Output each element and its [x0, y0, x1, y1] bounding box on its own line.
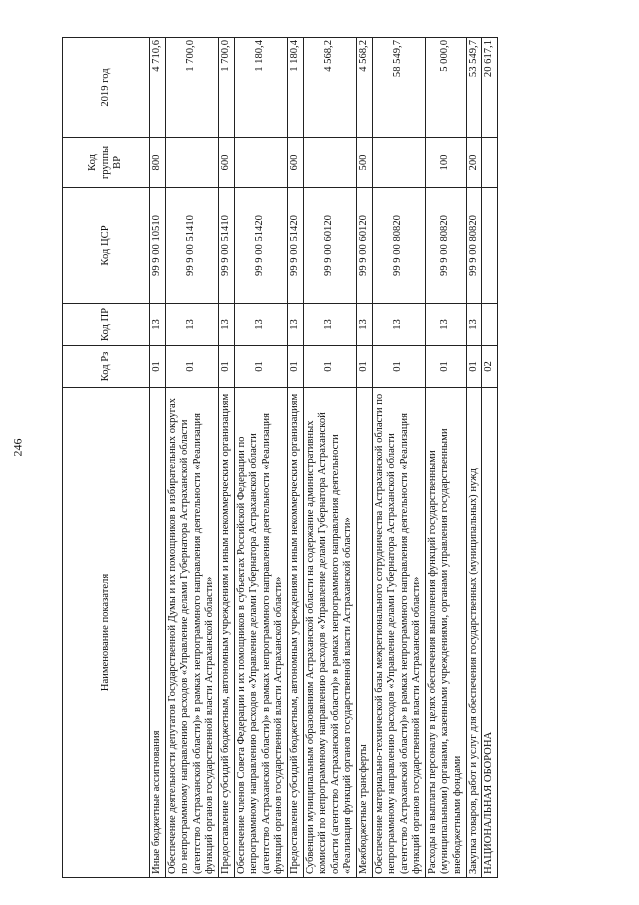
cell-rz: 01 [372, 346, 425, 388]
cell-name: Иные бюджетные ассигнования [150, 388, 166, 878]
table-row [150, 38, 166, 878]
header-vr: Код группы ВР [63, 138, 150, 188]
cell-rz: 02 [482, 346, 498, 388]
cell-pr: 13 [303, 304, 356, 346]
cell-vr [165, 138, 218, 188]
cell-name: Субвенции муниципальным образованиям Астраханской области на содержание административных комиссий по непрограммному направлению расходов «Управление делами Губернатора Астраханской области (агентство Астраханской области)» в рамках непрограммного направления деятельности «Реализация функций органов государственной власти Астраханской области» [303, 388, 356, 878]
cell-pr: 13 [165, 304, 218, 346]
cell-csr: 99 9 00 51420 [234, 188, 287, 304]
cell-value: 58 549,7 [372, 38, 425, 138]
cell-value: 20 617,1 [482, 38, 498, 138]
budget-table [62, 37, 498, 878]
cell-vr [372, 138, 425, 188]
cell-pr: 13 [425, 304, 466, 346]
cell-rz: 01 [356, 346, 372, 388]
cell-csr: 99 9 00 60120 [356, 188, 372, 304]
page-number: 246 [10, 438, 25, 457]
cell-csr: 99 9 00 80820 [425, 188, 466, 304]
table-row [356, 38, 372, 878]
cell-name: Межбюджетные трансферты [356, 388, 372, 878]
table-header-row [63, 38, 150, 878]
table-row [372, 38, 425, 878]
rotated-page [62, 38, 634, 878]
table-row [425, 38, 466, 878]
cell-vr [234, 138, 287, 188]
cell-value: 4 568,2 [303, 38, 356, 138]
cell-pr: 13 [150, 304, 166, 346]
cell-name: Предоставление субсидий бюджетным, автономным учреждениям и иным некоммерческим организациям [218, 388, 234, 878]
cell-rz: 01 [425, 346, 466, 388]
cell-csr: 99 9 00 51410 [218, 188, 234, 304]
table-row [218, 38, 234, 878]
table-row [287, 38, 303, 878]
cell-pr: 13 [287, 304, 303, 346]
table-row [482, 38, 498, 878]
cell-rz: 01 [234, 346, 287, 388]
cell-vr: 100 [425, 138, 466, 188]
cell-pr: 13 [466, 304, 482, 346]
table-row [466, 38, 482, 878]
cell-value: 1 700,0 [165, 38, 218, 138]
cell-rz: 01 [218, 346, 234, 388]
cell-name: НАЦИОНАЛЬНАЯ ОБОРОНА [482, 388, 498, 878]
cell-csr: 99 9 00 80820 [466, 188, 482, 304]
cell-name: Закупка товаров, работ и услуг для обеспечения государственных (муниципальных) нужд [466, 388, 482, 878]
cell-pr: 13 [218, 304, 234, 346]
cell-value: 53 549,7 [466, 38, 482, 138]
cell-value: 1 180,4 [287, 38, 303, 138]
cell-pr [482, 304, 498, 346]
table-row [303, 38, 356, 878]
cell-vr: 500 [356, 138, 372, 188]
cell-csr: 99 9 00 80820 [372, 188, 425, 304]
cell-value: 4 568,2 [356, 38, 372, 138]
cell-rz: 01 [287, 346, 303, 388]
cell-vr [482, 138, 498, 188]
cell-name: Расходы на выплаты персоналу в целях обеспечения выполнения функций государственными (муниципальными) органами, казенными учреждениями, органами управления государственными внебюджетными фондами [425, 388, 466, 878]
cell-rz: 01 [303, 346, 356, 388]
cell-value: 5 000,0 [425, 38, 466, 138]
cell-value: 1 700,0 [218, 38, 234, 138]
cell-pr: 13 [356, 304, 372, 346]
cell-name: Обеспечение деятельности депутатов Государственной Думы и их помощников в избирательных округах по непрограммному направлению расходов «Управление делами Губернатора Астраханской области (агентство Астраханской области)» в рамках непрограммного направления деятельности «Реализация функций органов государственной власти Астраханской области» [165, 388, 218, 878]
header-name: Наименование показателя [63, 388, 150, 878]
cell-csr: 99 9 00 51410 [165, 188, 218, 304]
header-rz: Код Рз [63, 346, 150, 388]
header-year: 2019 год [63, 38, 150, 138]
cell-vr [303, 138, 356, 188]
cell-rz: 01 [150, 346, 166, 388]
header-pr: Код ПР [63, 304, 150, 346]
cell-vr: 800 [150, 138, 166, 188]
cell-name: Обеспечение членов Совета Федерации и их помощников в субъектах Российской Федерации по непрограммному направлению расходов «Управление делами Губернатора Астраханской области (агентство Астраханской области)» в рамках непрограммного направления деятельности «Реализация функций органов государственной власти Астраханской области» [234, 388, 287, 878]
cell-csr: 99 9 00 10510 [150, 188, 166, 304]
cell-pr: 13 [372, 304, 425, 346]
cell-value: 4 710,6 [150, 38, 166, 138]
cell-value: 1 180,4 [234, 38, 287, 138]
cell-name: Обеспечение материально-технической базы межрегионального сотрудничества Астраханской области по непрограммному направлению расходов «Управление делами Губернатора Астраханской области (агентство Астраханской области)» в рамках непрограммного направления деятельности «Реализация функций органов государственной власти Астраханской области» [372, 388, 425, 878]
cell-vr: 200 [466, 138, 482, 188]
cell-csr: 99 9 00 51420 [287, 188, 303, 304]
cell-vr: 600 [287, 138, 303, 188]
table-row [234, 38, 287, 878]
header-csr: Код ЦСР [63, 188, 150, 304]
cell-csr [482, 188, 498, 304]
cell-vr: 600 [218, 138, 234, 188]
cell-name: Предоставление субсидий бюджетным, автономным учреждениям и иным некоммерческим организациям [287, 388, 303, 878]
table-row [165, 38, 218, 878]
cell-csr: 99 9 00 60120 [303, 188, 356, 304]
cell-rz: 01 [165, 346, 218, 388]
cell-rz: 01 [466, 346, 482, 388]
cell-pr: 13 [234, 304, 287, 346]
